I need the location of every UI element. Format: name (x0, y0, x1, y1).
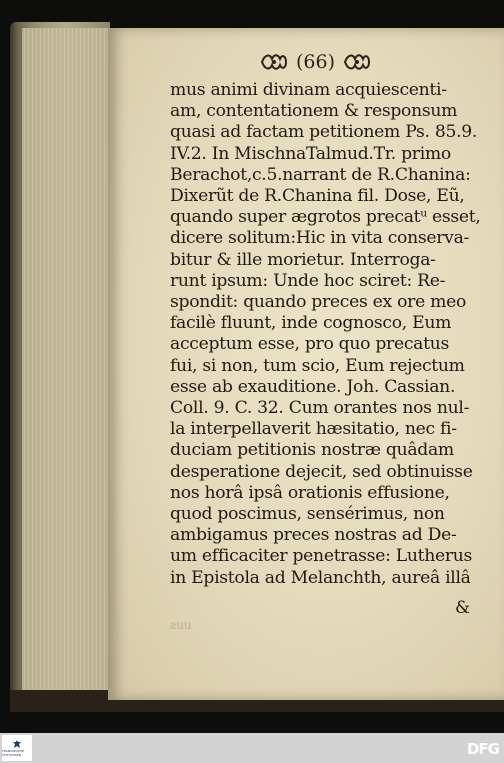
book-page (108, 28, 504, 700)
text-line: dicere solitum:Hic in vita conserva- (170, 228, 470, 249)
eagle-logo-icon (12, 739, 22, 749)
body-text (170, 80, 500, 589)
footer-bar (0, 733, 504, 763)
text-line: nos horâ ipsâ orationis effusione, (170, 482, 450, 503)
logo-label: FRANCKESCHE STIFTUNGEN (2, 749, 25, 757)
text-line: quando super ægrotos precatᵘ esset, (170, 207, 481, 228)
text-line: Coll. 9. C. 32. Cum orantes nos nul- (170, 398, 470, 419)
text-line: quod poscimus, sensérimus, non (170, 504, 445, 525)
text-line: um efficaciter penetrasse: Lutherus (170, 546, 473, 567)
text-line: facilè fluunt, inde cognosco, Eum (170, 313, 452, 334)
text-line: mus animi divinam acquiescenti- (170, 80, 447, 100)
text-line: spondit: quando preces ex ore meo (170, 292, 467, 313)
text-line: bitur & ille morietur. Interroga- (170, 249, 436, 270)
text-line: desperatione dejecit, sed obtinuisse (170, 461, 473, 482)
faint-offset-mark: ƨuu (170, 618, 192, 632)
text-line: in Epistola ad Melanchth, aureâ illâ (170, 567, 471, 588)
page-stack (22, 28, 112, 704)
text-line: quasi ad factam petitionem Ps. 85.9. (170, 122, 478, 143)
institution-logo[interactable] (2, 735, 32, 761)
text-line: la interpellaverit hæsitatio, nec fi- (170, 419, 457, 440)
left-ornament-icon (260, 53, 288, 71)
text-line: Berachot,c.5.narrant de R.Chanina: (170, 164, 471, 185)
text-line: duciam petitionis nostræ quâdam (170, 440, 454, 461)
text-line: esse ab exauditione. Joh. Cassian. (170, 376, 456, 397)
right-ornament-icon (343, 53, 371, 71)
text-line: fui, si non, tum scio, Eum rejectum (170, 355, 465, 376)
page-number: (66) (296, 51, 336, 73)
dfg-logo[interactable]: DFG (466, 740, 499, 758)
text-line: ambigamus preces nostras ad De- (170, 525, 457, 546)
catchword: & (455, 598, 471, 618)
text-line: runt ipsum: Unde hoc sciret: Re- (170, 270, 446, 291)
text-line: IV.2. In MischnaTalmud.Tr. primo (170, 143, 451, 164)
page-header (260, 48, 390, 76)
text-line: Dixerũt de R.Chanina fil. Dose, Eũ, (170, 186, 465, 207)
text-line: acceptum esse, pro quo precatus (170, 334, 449, 355)
text-line: am, contentationem & responsum (170, 101, 458, 122)
